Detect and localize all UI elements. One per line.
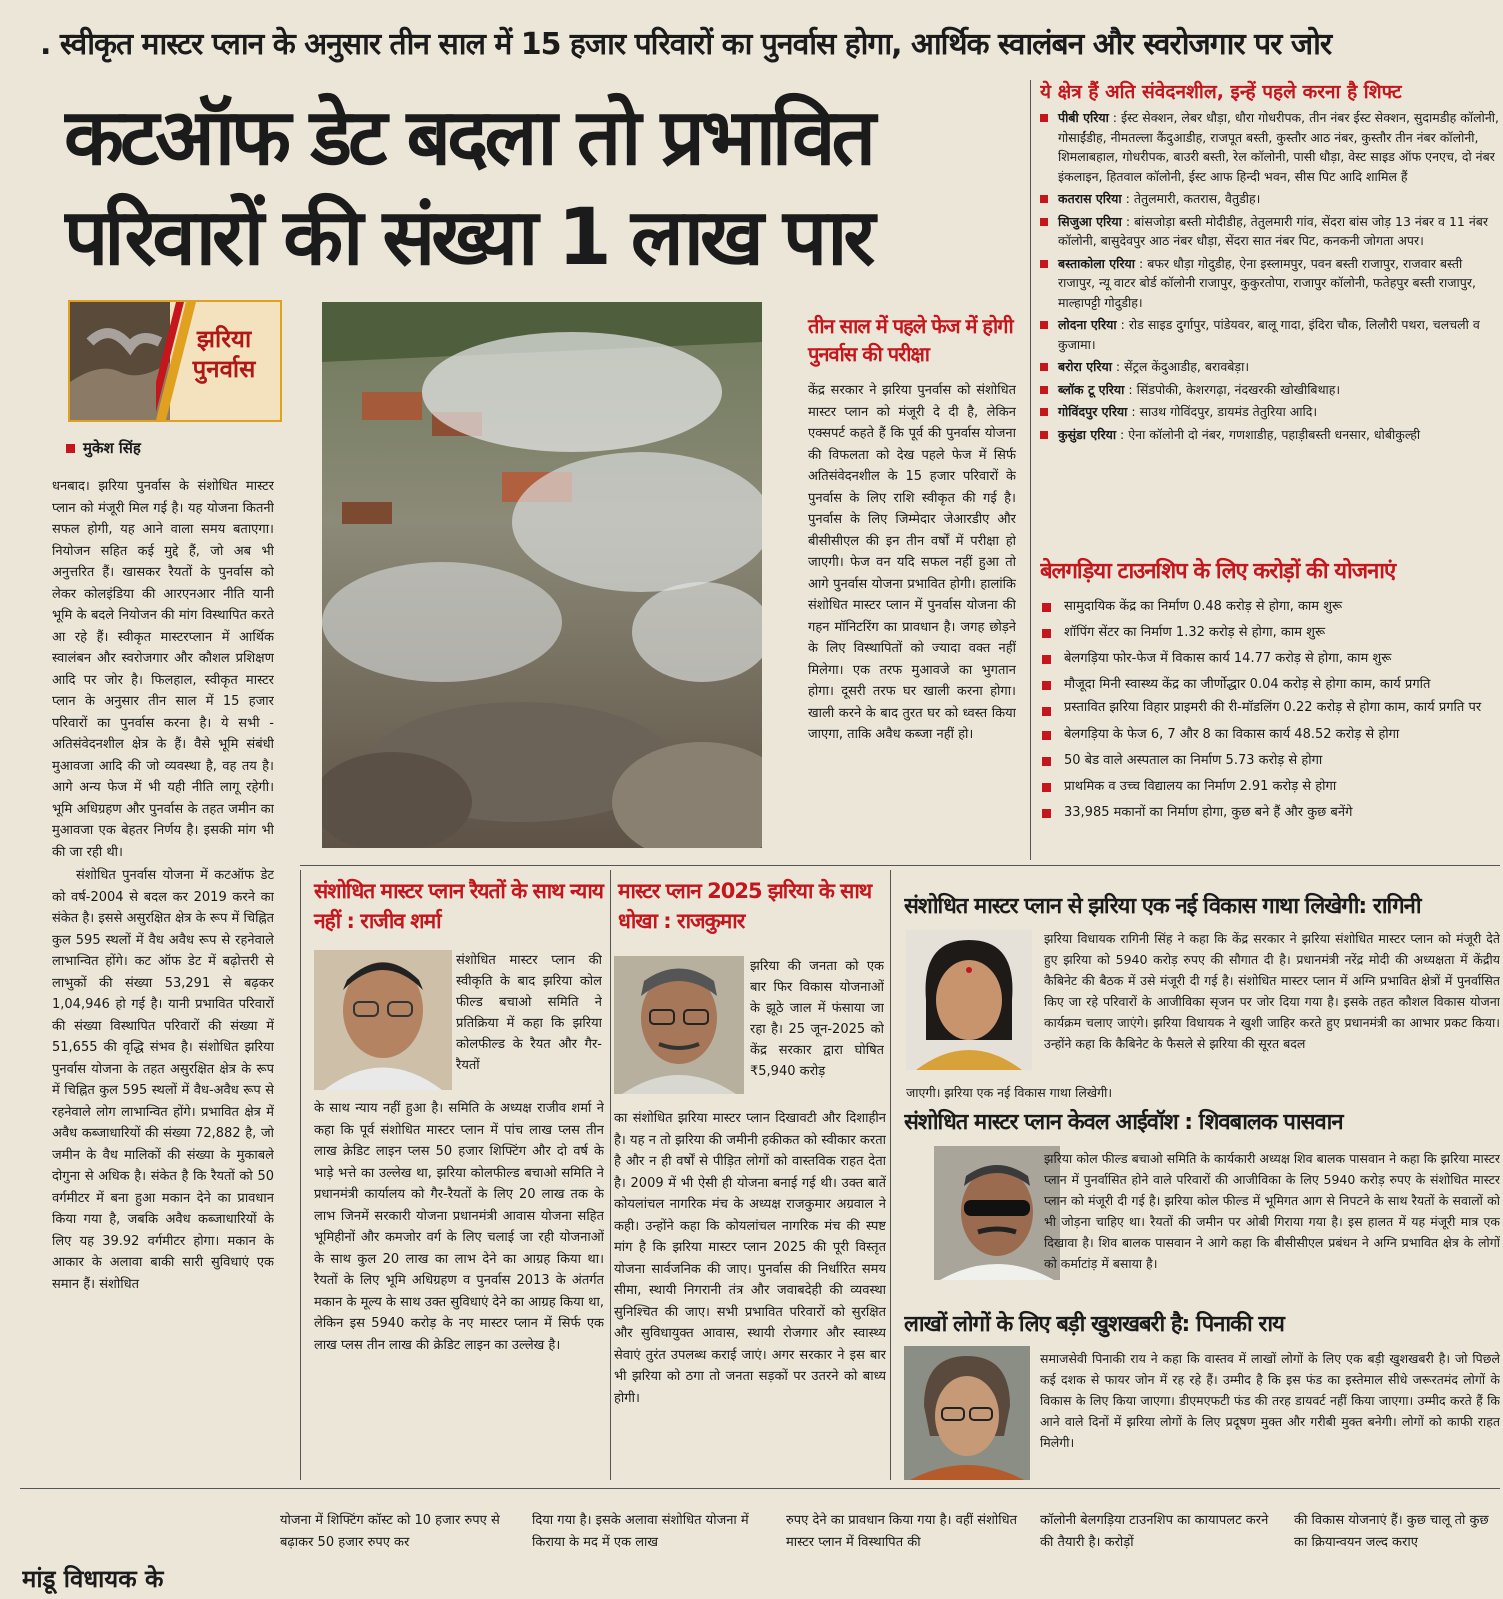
ragini-photo bbox=[906, 930, 1032, 1070]
column-divider bbox=[610, 870, 611, 1480]
rajiv-body: के साथ न्याय नहीं हुआ है। समिति के अध्यक्ष राजीव शर्मा ने कहा कि पूर्व संशोधित मास्टर प्लान में पांच लाख प्लस तीन लाख क्रेडिट लाइन प्लस 50 हजार शिफ्टिंग और दो वर्ष के भाड़े भत्ते का उल्लेख था, झरिया कोलफील्ड बचाओ समिति ने प्रधानमंत्री कार्यालय को गैर-रैयतों के लिए 20 लाख तक के लाभ जिनमें सरकारी योजना प्रधानमंत्री आवास योजना सहित भूमिहीनों और कमजोर वर्ग के लिए चलाई जा रही योजनाओं के साथ कुल 20 लाख का लाभ देने का आग्रह किया था। रैयतों के लिए भूमि अधिग्रहण व पुनर्वास 2013 के अंतर्गत मकान के मूल्य के साथ उक्त सुविधाएं देने का आग्रह किया था, लेकिन इस 5940 करोड़ के नए मास्टर प्लान में सिर्फ एक लाख प्लस तीन लाख की क्रेडिट लाइन का उल्लेख है। bbox=[314, 1101, 604, 1353]
list-item: पीबी एरिया : ईस्ट सेक्शन, लेबर धौड़ा, धौरा गोधरीपक, तीन नंबर ईस्ट सेक्शन, सुदामडीह कॉलोनी, गोसाईंडीह, नीमतल्ला कैंदुआडीह, राजपूत बस्ती, कुस्तौर आठ नंबर, कुस्तौर तीन नंबर कॉलोनी, शिमलाबहाल, गोधरीपक, बाउरी बस्ती, रेल कॉलोनी, पासी धौड़ा, वेस्ट साइड ऑफ एनएच, दो नंबर इंकलाइन, हितवाल कॉलोनी, ईस्ट आफ हिन्दी भवन, सीस पिट आदि शामिल हैं bbox=[1036, 108, 1500, 186]
person-portrait-icon bbox=[614, 956, 744, 1094]
ragini-body: झरिया विधायक रागिनी सिंह ने कहा कि केंद्र सरकार ने झरिया संशोधित मास्टर प्लान को मंजूरी देते हुए झरिया को 5940 करोड़ रुपए की सौगात दी है। प्रधानमंत्री नरेंद्र मोदी की अध्यक्षता में केंद्रीय कैबिनेट की बैठक में उसे मंजूरी दी गई है। संशोधित मास्टर प्लान में अग्नि प्रभावित क्षेत्रों में पुनर्वासित किए जा रहे परिवारों के आजीविका सृजन पर जोर दिया गया है। इसके तहत कौशल विकास योजना कार्यक्रम चलाए जाएंगे। झरिया विधायक ने खुशी जाहिर करते हुए प्रधानमंत्री का आभार प्रकट किया। उन्होंने कहा कि कैबिनेट के फैसले से झरिया की सूरत बदल bbox=[1044, 931, 1500, 1051]
footer-col-1: योजना में शिफ्टिंग कॉस्ट को 10 हजार रुपए से बढ़ाकर 50 हजार रुपए कर bbox=[280, 1513, 500, 1550]
list-item: शॉपिंग सेंटर का निर्माण 1.32 करोड़ से होगा, काम शुरू bbox=[1036, 620, 1500, 646]
rajkumar-title: मास्टर प्लान 2025 झरिया के साथ धोखा : राजकुमार bbox=[618, 879, 872, 933]
person-portrait-icon bbox=[934, 1146, 1060, 1280]
township-title: बेलगड़िया टाउनशिप के लिए करोड़ों की योजनाएं bbox=[1040, 559, 1396, 584]
rajkumar-photo bbox=[614, 956, 744, 1094]
list-item: 50 बेड वाले अस्पताल का निर्माण 5.73 करोड़ से होगा bbox=[1036, 748, 1500, 774]
shivbalak-body: झरिया कोल फील्ड बचाओ समिति के कार्यकारी अध्यक्ष शिव बालक पासवान ने कहा कि झरिया मास्टर प्लान में पुनर्वासित होने वाले परिवारों की आजीविका के लिए 5940 करोड़ रुपए के संशोधित मास्टर प्लान को मंजूरी दी गई है। झरिया कोल फील्ड में भूमिगत आग से निपटने के साथ रैयतों के सवालों को भी जोड़ना चाहिए था। रैयतों की जमीन पर ओबी गिराया गया है। इस हालत में यह मंजूरी मात्र एक दिखावा है। शिव बालक पासवान ने आगे कहा कि बीसीसीएल प्रबंधन ने अग्नि प्रभावित क्षेत्र के लोगों को कर्माटांड़ में बसाया है। bbox=[1044, 1151, 1500, 1271]
person-portrait-icon bbox=[904, 1346, 1030, 1480]
rajiv-title: संशोधित मास्टर प्लान रैयतों के साथ न्याय नहीं : राजीव शर्मा bbox=[314, 879, 603, 933]
shivbalak-title: संशोधित मास्टर प्लान केवल आईवॉश : शिवबालक पासवान bbox=[904, 1110, 1343, 1135]
list-item: सिजुआ एरिया : बांसजोड़ा बस्ती मोदीडीह, तेतुलमारी गांव, सेंदरा बांस जोड़ 13 नंबर व 11 नंबर कॉलोनी, बासुदेवपुर आठ नंबर धौड़ा, सेंदरा सात नंबर पिट, कनकनी जोगता अपर। bbox=[1036, 212, 1500, 251]
row-divider bbox=[300, 865, 1500, 866]
ragini-title: संशोधित मास्टर प्लान से झरिया एक नई विकास गाथा लिखेगी: रागिनी bbox=[904, 894, 1421, 919]
list-item: बेलगड़िया के फेज 6, 7 और 8 का विकास कार्य 48.52 करोड़ से होगा bbox=[1036, 722, 1500, 748]
sensitive-areas-list bbox=[1036, 108, 1500, 548]
list-item: सामुदायिक केंद्र का निर्माण 0.48 करोड़ से होगा, काम शुरू bbox=[1036, 594, 1500, 620]
list-item: गोविंदपुर एरिया : साउथ गोविंदपुर, डायमंड तेतुरिया आदि। bbox=[1036, 402, 1500, 422]
footer-col-4: कॉलोनी बेलगड़िया टाउनशिप का कायापलट करने की तैयारी है। करोड़ों bbox=[1040, 1513, 1269, 1550]
ragini-body-tail: जाएगी। झरिया एक नई विकास गाथा लिखेगी। bbox=[906, 1085, 1113, 1100]
main-paragraph-2: संशोधित पुनर्वास योजना में कटऑफ डेट को वर्ष-2004 से बदल कर 2019 करने का संकेत है। इससे असुरक्षित क्षेत्र के रूप में चिह्नित कुल 595 स्थलों में वैध अवैध रूप से रहनेवाले लाभान्वित होंगे। कट ऑफ डेट में बढ़ोत्तरी से लाभुकों की संख्या 53,291 से बढ़कर 1,04,946 हो गई है। यानी प्रभावित परिवारों की संख्या विस्थापित परिवारों की संख्या में 51,655 की वृद्धि संभव है। संशोधित झरिया पुनर्वास योजना के तहत असुरक्षित क्षेत्र के रूप में चिह्नित कुल 595 स्थलों में वैध-अवैध रूप से रहनेवाले लोग लाभान्वित होंगे। प्रभावित क्षेत्र में अवैध कब्जाधारियों की संख्या 72,882 है, जो जमीन के वैध मालिकों की संख्या के मुकाबले दोगुना से अधिक है। संकेत है कि रैयतों को 50 वर्गमीटर में बना हुआ मकान देने का प्रावधान किया गया है, जबकि अवैध कब्जाधारियों के लिए यह 39.92 वर्गमीटर होगा। मकान के आकार के अलावा बाकी सारी सुविधाएं एक समान हैं। संशोधित bbox=[52, 868, 274, 1292]
list-item: बस्ताकोला एरिया : बफर धौड़ा गोदुडीह, ऐना इस्लामपुर, पवन बस्ती राजापुर, राजवार बस्ती राजापुर, न्यू वाटर बोर्ड कॉलोनी राजापुर, कुकुरतोपा, राजापुर कॉलोनी, फतेहपुर बस्ती राजापुर, माल्हापट्टी गोदुडीह। bbox=[1036, 254, 1500, 313]
fire-zone-photo bbox=[322, 302, 762, 848]
headline-line-2: परिवारों की संख्या 1 लाख पार bbox=[64, 193, 872, 283]
pinaki-body: समाजसेवी पिनाकी राय ने कहा कि वास्तव में लाखों लोगों के लिए एक बड़ी खुशखबरी है। जो पिछले कई दशक से फायर जोन में रह रहे हैं। उम्मीद है कि इस फंड का इस्तेमाल सीधे जरूरतमंद लोगों के विकास के लिए किया जाएगा। डीएमएफटी फंड की तरह डायवर्ट नहीं किया जाएगा। उम्मीद करते हैं कि आने वाले दिनों में झरिया लोगों के लिए प्रदूषण मुक्त और गरीबी मुक्त बनेगी। लोगों को काफी राहत मिलेगी। bbox=[1040, 1351, 1500, 1450]
person-portrait-icon bbox=[314, 950, 452, 1090]
next-story-teaser: मांडू विधायक के bbox=[22, 1565, 164, 1593]
list-item: मौजूदा मिनी स्वास्थ्य केंद्र का जीर्णोद्धार 0.04 करोड़ से होगा काम, कार्य प्रगति bbox=[1036, 672, 1500, 698]
column-divider bbox=[300, 870, 301, 1480]
footer-col-2: दिया गया है। इसके अलावा संशोधित योजना में किराया के मद में एक लाख bbox=[532, 1513, 749, 1550]
pinaki-title: लाखों लोगों के लिए बड़ी खुशखबरी है: पिनाकी राय bbox=[904, 1312, 1284, 1337]
headline-line-1: कटऑफ डेट बदला तो प्रभावित bbox=[64, 93, 872, 183]
kicker-line: . स्वीकृत मास्टर प्लान के अनुसार तीन साल में 15 हजार परिवारों का पुनर्वास होगा, आर्थिक स्वालंबन और स्वरोजगार पर जोर bbox=[40, 27, 1332, 62]
list-item: कतरास एरिया : तेतुलमारी, कतरास, वैतुडीह। bbox=[1036, 189, 1500, 209]
main-article bbox=[52, 476, 274, 1536]
list-item: 33,985 मकानों का निर्माण होगा, कुछ बने हैं और कुछ बनेंगे bbox=[1036, 800, 1500, 826]
pinaki-photo bbox=[904, 1346, 1030, 1480]
column-divider bbox=[1030, 80, 1031, 860]
logo-line-1: झरिया bbox=[196, 325, 252, 353]
rajkumar-body: का संशोधित झरिया मास्टर प्लान दिखावटी और दिशाहीन है। यह न तो झरिया की जमीनी हकीकत को स्वीकार करता है और न ही वर्षों से पीड़ित लोगों को वास्तविक राहत देता है। 2009 में भी ऐसी ही योजना बनाई गई थी। उक्त बातें कोयलांचल नागरिक मंच के अध्यक्ष राजकुमार अग्रवाल ने कही। उन्होंने कहा कि कोयलांचल नागरिक मंच की स्पष्ट मांग है कि झरिया मास्टर प्लान 2025 की पूरी विस्तृत योजना सार्वजनिक की जाए। पुनर्वास की निर्धारित समय सीमा, स्थायी निगरानी तंत्र और जवाबदेही की व्यवस्था सुनिश्चित की जाए। सभी प्रभावित परिवारों को सुरक्षित और सुविधायुक्त आवास, स्थायी रोजगार और स्वास्थ्य सेवाएं तुरंत उपलब्ध कराई जाएं। अगर सरकार ने इस बार भी झरिया को ठगा तो जनता सड़कों पर उतरने को बाध्य होगी। bbox=[614, 1111, 886, 1406]
list-item: प्रस्तावित झरिया विहार प्राइमरी की री-मॉडलिंग 0.22 करोड़ से होगा काम, कार्य प्रगति पर bbox=[1036, 698, 1500, 718]
footer-col-5: की विकास योजनाएं हैं। कुछ चालू तो कुछ का क्रियान्वयन जल्द कराए bbox=[1294, 1513, 1489, 1550]
logo-line-2: पुनर्वास bbox=[192, 355, 256, 383]
rajkumar-side-text: झरिया की जनता को एक बार फिर विकास योजनाओं के झूठे जाल में फंसाया जा रहा है। 25 जून-2025 को केंद्र सरकार द्वारा घोषित ₹5,940 करोड़ bbox=[750, 959, 884, 1079]
byline: मुकेश सिंह bbox=[66, 438, 141, 458]
list-item: लोदना एरिया : रोड साइड दुर्गापुर, पांडेयवर, बालू गादा, इंदिरा चौक, लिलौरी पथरा, चलचली व कुजामा। bbox=[1036, 315, 1500, 354]
list-item: बरोरा एरिया : सेंट्रल केंदुआडीह, बरावबेड़ा। bbox=[1036, 357, 1500, 377]
footer-col-3: रुपए देने का प्रावधान किया गया है। वहीं संशोधित मास्टर प्लान में विस्थापित की bbox=[786, 1513, 1018, 1550]
sensitive-areas-title: ये क्षेत्र हैं अति संवेदनशील, इन्हें पहले करना है शिफ्ट bbox=[1040, 81, 1402, 103]
shivbalak-photo bbox=[934, 1146, 1060, 1280]
list-item: बेलगड़िया फोर-फेज में विकास कार्य 14.77 करोड़ से होगा, काम शुरू bbox=[1036, 646, 1500, 672]
rajiv-side-text: संशोधित मास्टर प्लान की स्वीकृति के बाद झरिया कोल फील्ड बचाओ समिति ने प्रतिक्रिया में कहा कि झरिया कोलफील्ड के रैयत और गैर-रैयतों bbox=[456, 953, 602, 1073]
list-item: कुसुंडा एरिया : ऐना कॉलोनी दो नंबर, गणशाडीह, पहाड़ीबस्ती धनसार, धोबीकुल्ही bbox=[1036, 425, 1500, 445]
township-list bbox=[1036, 594, 1500, 858]
phase-story-body: केंद्र सरकार ने झरिया पुनर्वास को संशोधित मास्टर प्लान को मंजूरी दे दी है, लेकिन एक्सपर्ट कहते हैं कि पूर्व की पुनर्वास योजना की विफलता को देख पहले फेज में सिर्फ अतिसंवेदनशील के 15 हजार परिवारों के पुनर्वास के लिए राशि स्वीकृत की गई है। पुनर्वास के लिए जिम्मेदार जेआरडीए और बीसीसीएल की इन तीन वर्षों में परीक्षा हो जाएगी। फेज वन यदि सफल नहीं हुआ तो आगे पुनर्वास योजना प्रभावित होगी। हालांकि संशोधित मास्टर प्लान में पुनर्वास योजना की गहन मॉनिटरिंग का प्रावधान है। जगह छोड़ने के लिए विस्थापितों को ज्यादा वक्त नहीं मिलेगा। एक तरफ मुआवजे का भुगतान होगा। दूसरी तरफ घर खाली करना होगा। खाली करने के बाद तुरत घर को ध्वस्त किया जाएगा, ताकि अवैध कब्जा नहीं हो। bbox=[808, 383, 1016, 742]
smoke-landscape-image bbox=[322, 302, 762, 848]
rajiv-photo bbox=[314, 950, 452, 1090]
column-divider bbox=[890, 870, 891, 1480]
list-item: प्राथमिक व उच्च विद्यालय का निर्माण 2.91 करोड़ से होगा bbox=[1036, 774, 1500, 800]
main-paragraph-1: धनबाद। झरिया पुनर्वास के संशोधित मास्टर प्लान को मंजूरी मिल गई है। यह योजना कितनी सफल होगी, यह आने वाला समय बताएगा। नियोजन सहित कई मुद्दे हैं, जो अब भी अनुत्तरित हैं। खासकर रैयतों के पुनर्वास को लेकर कोलइंडिया की आरएनआर नीति यानी भूमि के बदले नियोजन की मांग विस्थापित करते आ रहे हैं। स्वीकृत मास्टरप्लान में आर्थिक स्वालंबन और स्वरोजगार और कौशल प्रशिक्षण आदि पर जोर है। फिलहाल, स्वीकृत मास्टर प्लान के अनुसार तीन साल में 15 हजार परिवारों का पुनर्वास करना है। ये सभी - अतिसंवेदनशील क्षेत्र के हैं। वैसे भूमि संबंधी मुआवजा आदि की जो व्यवस्था है, वह तय है। आगे अन्य फेज में भी यही नीति लागू रहेगी। भूमि अधिग्रहण और पुनर्वास के तहत जमीन का मुआवजा एक बेहतर निर्णय है। इसकी मांग भी की जा रही थी। bbox=[52, 479, 274, 860]
list-item: ब्लॉक टू एरिया : सिंडपोकी, केशरगढ़ा, नंदखरकी खोखीबिथाह। bbox=[1036, 380, 1500, 400]
phase-story-title: तीन साल में पहले फेज में होगी पुनर्वास की परीक्षा bbox=[808, 314, 1013, 366]
fire-photo-icon bbox=[70, 302, 170, 420]
jharia-rehab-logo bbox=[68, 300, 282, 422]
person-portrait-icon bbox=[906, 930, 1032, 1070]
